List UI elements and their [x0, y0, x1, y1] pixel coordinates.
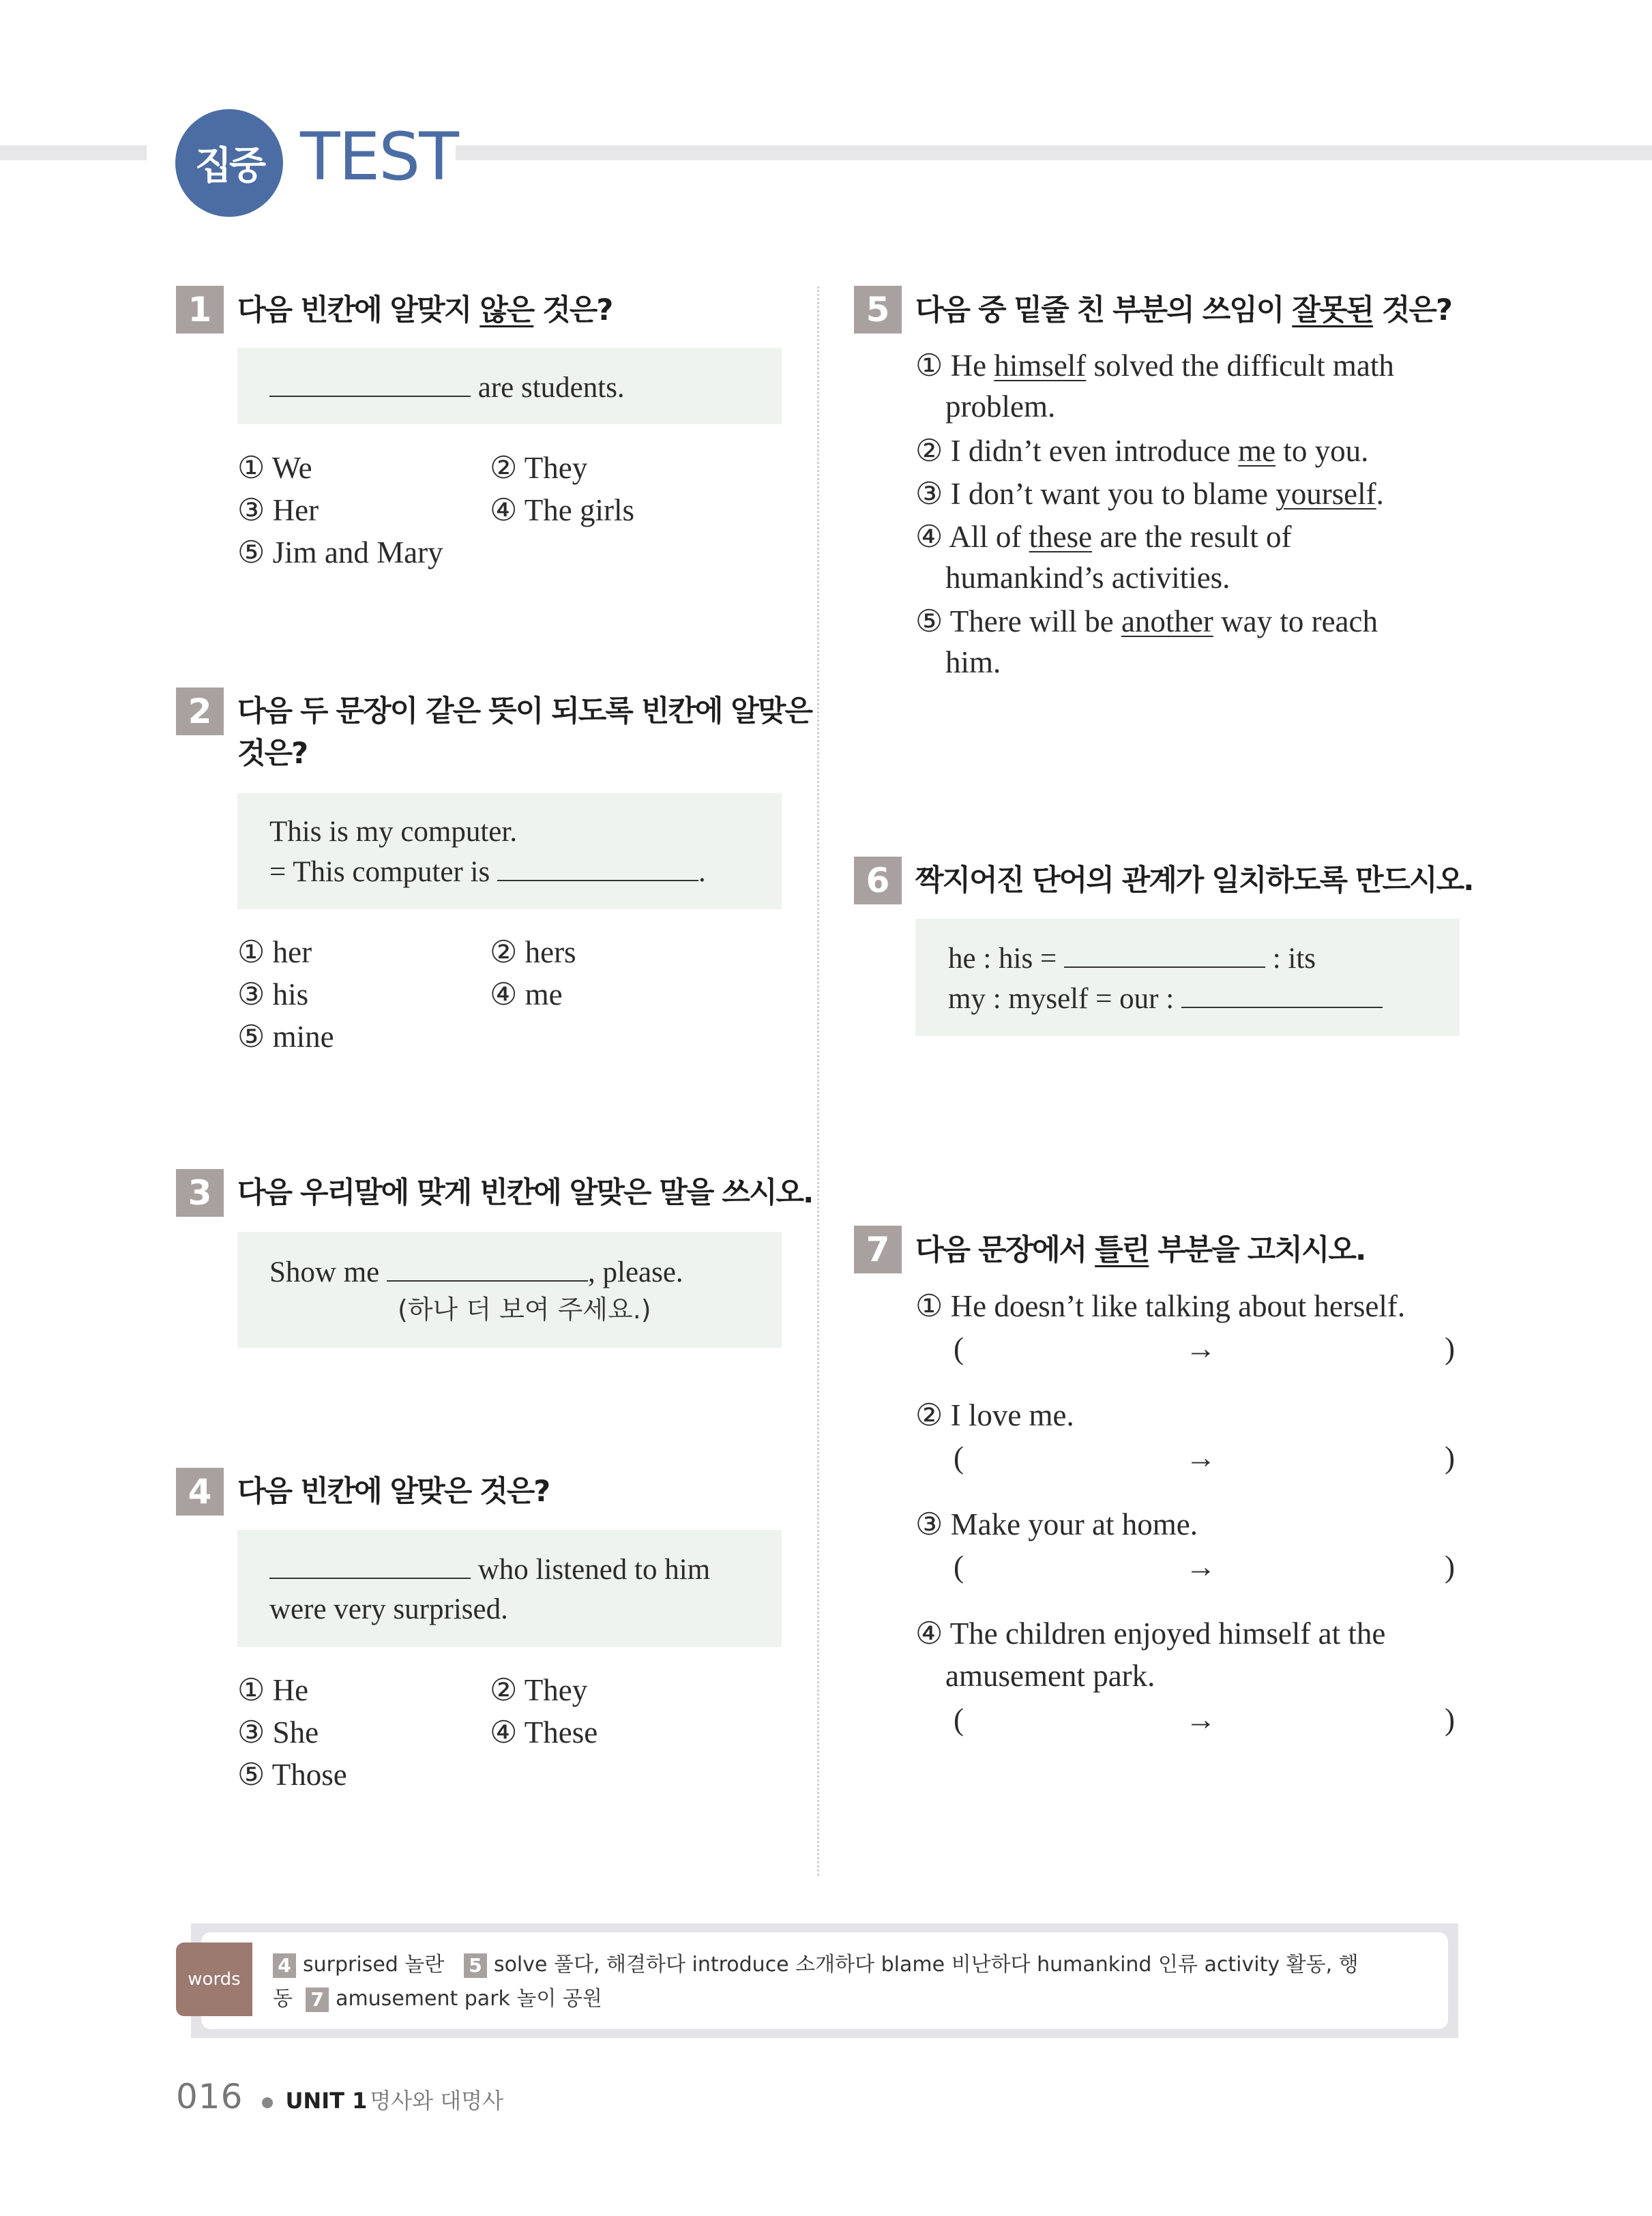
question-number-5: 5: [854, 286, 902, 334]
q7-paren-close-3: ): [1445, 1550, 1455, 1584]
option-5-4: ④ All of these are the result of: [915, 520, 1292, 554]
option-5-1: ① He himself solved the difficult math: [915, 349, 1394, 383]
box-text-3-line1: Show me , please.: [269, 1252, 683, 1293]
option-2-5: ⑤ mine: [237, 1020, 334, 1054]
page-number: 016: [176, 2077, 244, 2116]
footer-dot: [262, 2097, 273, 2108]
question-number-6: 6: [854, 857, 902, 904]
page-footer: [176, 2077, 503, 2116]
question-title-6: 짝지어진 단어의 관계가 일치하도록 만드시오.: [915, 863, 1473, 898]
q7-item-4: ④ The children enjoyed himself at the: [915, 1616, 1386, 1651]
words-tab: words: [176, 1942, 252, 2016]
option-5-5-cont: him.: [945, 645, 1001, 679]
q7-paren-open-4: (: [954, 1702, 964, 1737]
answer-blank: [269, 367, 471, 397]
option-2-2: ② hers: [490, 935, 576, 969]
option-1-1: ① We: [237, 451, 312, 485]
words-number-4: 4: [273, 1953, 296, 1978]
words-line-1: 4 surprised 놀란 5 solve 풀다, 해결하다 introduce 소개하다 blame 비난하다 humankind 인류 activity 활동, 행: [273, 1948, 1359, 1982]
q7-paren-close-2: ): [1445, 1441, 1455, 1475]
option-5-2: ② I didn’t even introduce me to you.: [915, 434, 1369, 468]
q7-arrow-1: →: [1185, 1331, 1216, 1365]
option-1-4: ④ The girls: [490, 493, 634, 527]
question-title-4: 다음 빈칸에 알맞은 것은?: [237, 1475, 550, 1509]
header-rule-right: [456, 145, 1652, 160]
header-badge: 집중: [175, 109, 283, 217]
header-title: TEST: [300, 119, 458, 195]
question-number-1: 1: [176, 286, 224, 334]
question-title-2: 다음 두 문장이 같은 뜻이 되도록 빈칸에 알맞은 것은?: [237, 694, 812, 771]
option-5-3: ③ I don’t want you to blame yourself.: [915, 477, 1384, 511]
question-number-7: 7: [854, 1226, 902, 1273]
q7-paren-open-3: (: [954, 1550, 964, 1584]
answer-blank: [1064, 938, 1265, 968]
question-title-7: 다음 문장에서 틀린 부분을 고치시오.: [915, 1233, 1366, 1267]
option-4-3: ③ She: [237, 1715, 319, 1749]
box-text-2-line1: This is my computer.: [269, 816, 518, 848]
answer-blank: [497, 851, 698, 881]
box-text-2-line2: = This computer is .: [269, 851, 706, 893]
q7-item-1: ① He doesn’t like talking about herself.: [915, 1289, 1406, 1323]
option-5-5: ⑤ There will be another way to reach: [915, 604, 1378, 638]
header-rule-left: [0, 145, 147, 160]
option-4-4: ④ These: [490, 1715, 598, 1749]
option-1-5: ⑤ Jim and Mary: [237, 535, 443, 570]
option-4-2: ② They: [490, 1673, 588, 1707]
question-title-1: 다음 빈칸에 알맞지 않은 것은?: [237, 293, 613, 327]
box-text-3-korean: (하나 더 보여 주세요.): [398, 1295, 651, 1325]
box-text-6-line2: my : myself = our :: [948, 978, 1383, 1020]
q7-paren-open-2: (: [954, 1441, 964, 1475]
option-4-5: ⑤ Those: [237, 1758, 347, 1792]
option-2-3: ③ his: [237, 977, 309, 1011]
answer-blank: [387, 1252, 588, 1282]
box-text-4-line1: who listened to him: [269, 1549, 710, 1591]
q7-paren-close-1: ): [1445, 1331, 1455, 1365]
words-number-5: 5: [464, 1953, 487, 1978]
q7-item-2: ② I love me.: [915, 1398, 1074, 1432]
unit-label: UNIT 1: [285, 2088, 368, 2114]
unit-title: 명사와 대명사: [370, 2088, 503, 2114]
question-number-4: 4: [176, 1468, 224, 1516]
q7-item-3: ③ Make your at home.: [915, 1507, 1198, 1541]
box-text-4-line2: were very surprised.: [269, 1593, 508, 1625]
option-1-2: ② They: [490, 451, 588, 485]
q7-arrow-4: →: [1185, 1702, 1216, 1737]
q7-paren-close-4: ): [1445, 1702, 1455, 1737]
answer-blank: [269, 1549, 471, 1579]
question-title-5: 다음 중 밑줄 친 부분의 쓰임이 잘못된 것은?: [915, 293, 1451, 327]
answer-blank: [1181, 978, 1383, 1008]
question-title-3: 다음 우리말에 맞게 빈칸에 알맞은 말을 쓰시오.: [237, 1176, 813, 1210]
option-2-4: ④ me: [490, 977, 563, 1011]
q7-paren-open-1: (: [954, 1331, 964, 1365]
words-number-7: 7: [306, 1988, 329, 2012]
question-number-2: 2: [176, 688, 224, 735]
question-number-3: 3: [176, 1169, 224, 1217]
option-5-4-cont: humankind’s activities.: [945, 561, 1230, 595]
option-1-3: ③ Her: [237, 493, 319, 527]
column-divider: [817, 286, 819, 1876]
option-2-1: ① her: [237, 935, 312, 969]
q7-item-4-cont: amusement park.: [945, 1659, 1155, 1693]
box-text-6-line1: he : his = : its: [948, 938, 1316, 979]
option-4-1: ① He: [237, 1673, 309, 1707]
option-5-1-cont: problem.: [945, 389, 1056, 424]
box-text-1: are students.: [269, 367, 625, 409]
words-line-2: 동 7 amusement park 놀이 공원: [273, 1987, 602, 2011]
q7-arrow-2: →: [1185, 1441, 1216, 1475]
q7-arrow-3: →: [1185, 1550, 1216, 1584]
